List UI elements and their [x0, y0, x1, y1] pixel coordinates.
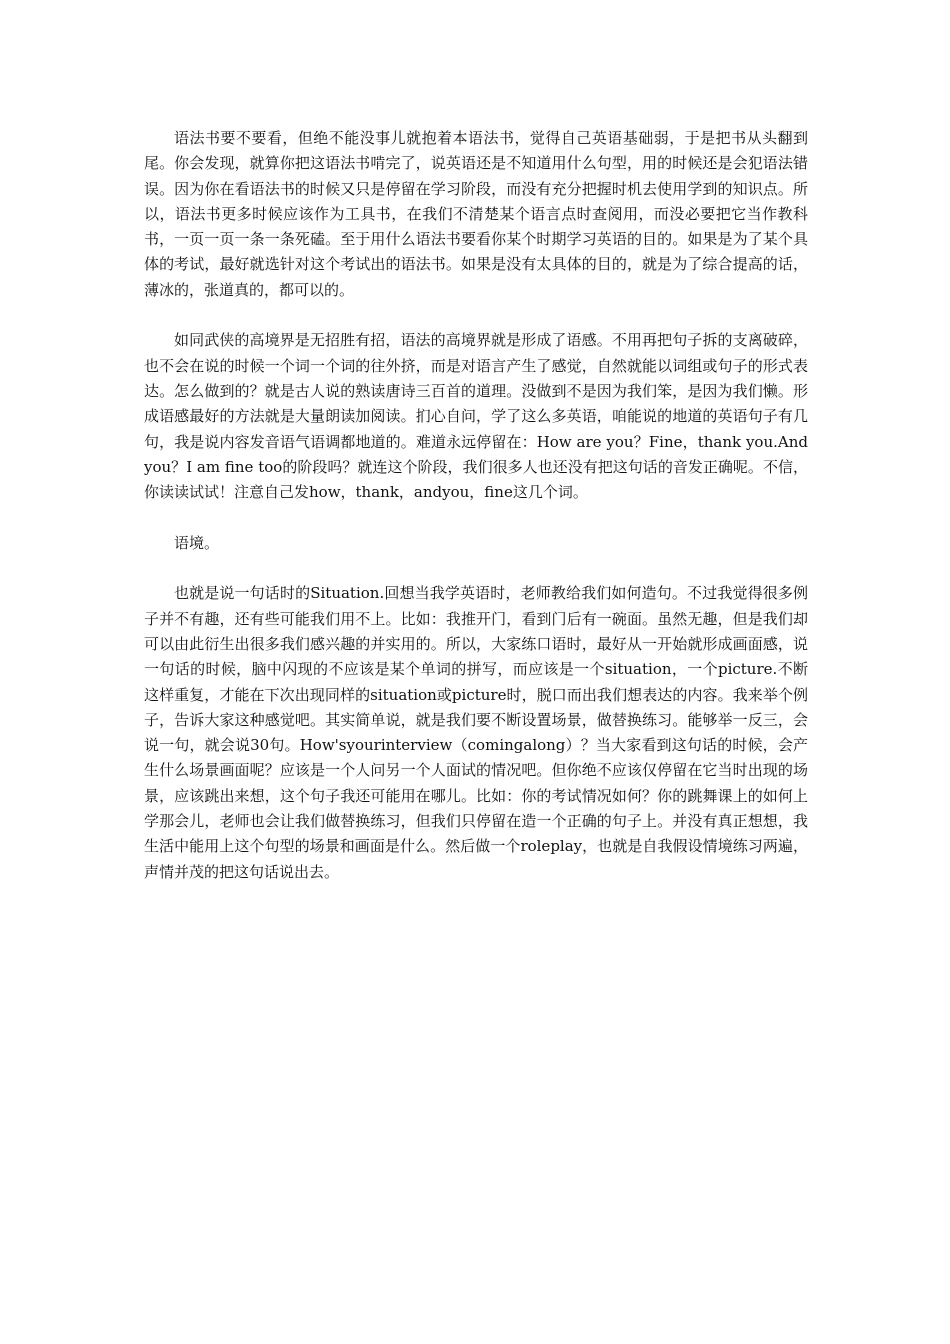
document-body	[144, 126, 808, 910]
paragraph-grammar-books: 语法书要不要看，但绝不能没事儿就抱着本语法书，觉得自己英语基础弱，于是把书从头翻到尾。你会发现，就算你把这语法书啃完了，说英语还是不知道用什么句型，用的时候还是会犯语法错误。因为你在看语法书的时候又只是停留在学习阶段，而没有充分把握时机去使用学到的知识点。所以，语法书更多时候应该作为工具书，在我们不清楚某个语言点时查阅用，而没必要把它当作教科书，一页一页一条一条死磕。至于用什么语法书要看你某个时期学习英语的目的。如果是为了某个具体的考试，最好就选针对这个考试出的语法书。如果是没有太具体的目的，就是为了综合提高的话，薄冰的，张道真的，都可以的。	[144, 129, 808, 299]
paragraph-context-heading: 语境。	[174, 533, 220, 552]
paragraph-language-sense: 如同武侠的高境界是无招胜有招，语法的高境界就是形成了语感。不用再把句子拆的支离破碎，也不会在说的时候一个词一个词的往外挤，而是对语言产生了感觉，自然就能以词组或句子的形式表达。怎么做到的？就是古人说的熟读唐诗三百首的道理。没做到不是因为我们笨，是因为我们懒。形成语感最好的方法就是大量朗读加阅读。扪心自问，学了这么多英语，咱能说的地道的英语句子有几句，我是说内容发音语气语调都地道的。难道永远停留在：How are you？Fine，thank you.And you？I am fine too的阶段吗？就连这个阶段，我们很多人也还没有把这句话的音发正确呢。不信，你读读试试！注意自己发how，thank，andyou，fine这几个词。	[144, 331, 808, 502]
paragraph-situation: 也就是说一句话时的Situation.回想当我学英语时，老师教给我们如何造句。不过我觉得很多例子并不有趣，还有些可能我们用不上。比如：我推开门，看到门后有一碗面。虽然无趣，但是我们却可以由此衍生出很多我们感兴趣的并实用的。所以，大家练口语时，最好从一开始就形成画面感，说一句话的时候，脑中闪现的不应该是某个单词的拼写，而应该是一个situation，一个picture.不断这样重复，才能在下次出现同样的situation或picture时，脱口而出我们想表达的内容。我来举个例子，告诉大家这种感觉吧。其实简单说，就是我们要不断设置场景，做替换练习。能够举一反三，会说一句，就会说30句。How'syourinterview（comingalong）？当大家看到这句话的时候，会产生什么场景画面呢？应该是一个人问另一个人面试的情况吧。但你绝不应该仅停留在它当时出现的场景，应该跳出来想，这个句子我还可能用在哪儿。比如：你的考试情况如何？你的跳舞课上的如何上学那会儿，老师也会让我们做替换练习，但我们只停留在造一个正确的句子上。并没有真正想想，我生活中能用上这个句型的场景和画面是什么。然后做一个roleplay，也就是自我假设情境练习两遍，声情并茂的把这句话说出去。	[144, 584, 808, 881]
